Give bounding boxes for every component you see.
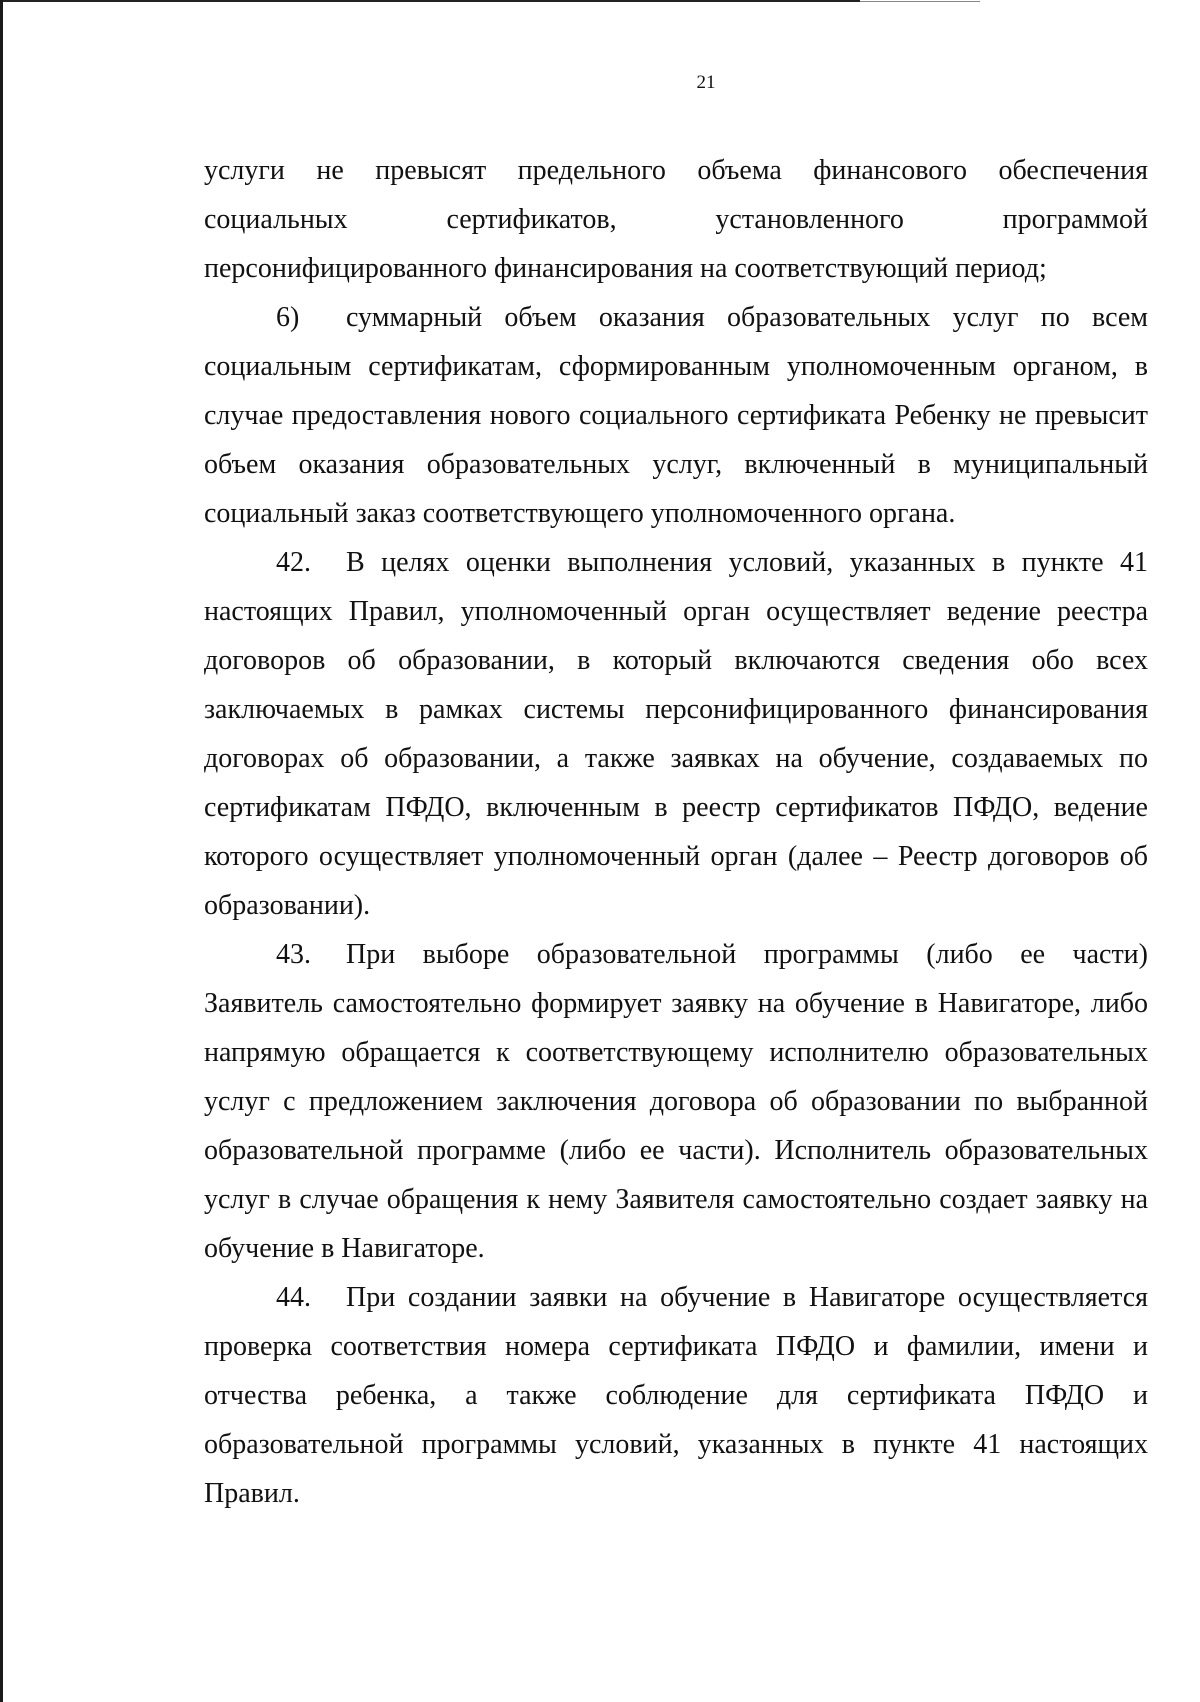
paragraph-text: При создании заявки на обучение в Навигаторе осуществляется проверка соответствия номера сертификата ПФДО и фамилии, имени и отчества ребенка, а также соблюдение для сертификата ПФДО и образовательной программы условий, указанных в пункте 41 настоящих Правил. [204,1282,1148,1509]
paragraph-number: 43. [276,939,311,970]
paragraph-43 [204,930,1148,1273]
paragraph-number: 44. [276,1282,311,1313]
paragraph-text: суммарный объем оказания образовательных услуг по всем социальным сертификатам, сформированным уполномоченным органом, в случае предоставления нового социального сертификата Ребенку не превысит объем оказания образовательных услуг, включенный в муниципальный социальный заказ соответствующего уполномоченного органа. [204,302,1148,529]
paragraph-text: В целях оценки выполнения условий, указанных в пункте 41 настоящих Правил, уполномоченный орган осуществляет ведение реестра договоров об образовании, в который включаются сведения обо всех заключаемых в рамках системы персонифицированного финансирования договорах об образовании, а также заявках на обучение, создаваемых по сертификатам ПФДО, включенным в реестр сертификатов ПФДО, ведение которого осуществляет уполномоченный орган (далее – Реестр договоров об образовании). [204,547,1148,921]
paragraph-number: 6) [276,302,300,333]
page-number: 21 [696,72,716,93]
paragraph-text: услуги не превысят предельного объема финансового обеспечения социальных сертификатов, установленного программой персонифицированного финансирования на соответствующий период; [204,155,1148,284]
paragraph-item-6 [204,293,1148,538]
paragraph-number: 42. [276,547,311,578]
paragraph-42 [204,538,1148,930]
paragraph-text: При выборе образовательной программы (либо ее части) Заявитель самостоятельно формирует заявку на обучение в Навигаторе, либо напрямую обращается к соответствующему исполнителю образовательных услуг с предложением заключения договора об образовании по выбранной образовательной программе (либо ее части). Исполнитель образовательных услуг в случае обращения к нему Заявителя самостоятельно создает заявку на обучение в Навигаторе. [204,939,1148,1264]
scan-edge-top-faint [860,1,980,2]
scan-edge-left [0,0,3,1702]
paragraph-44 [204,1273,1148,1518]
scan-edge-top [0,0,860,2]
paragraph-continuation [204,146,1148,293]
document-body [204,146,1148,1518]
